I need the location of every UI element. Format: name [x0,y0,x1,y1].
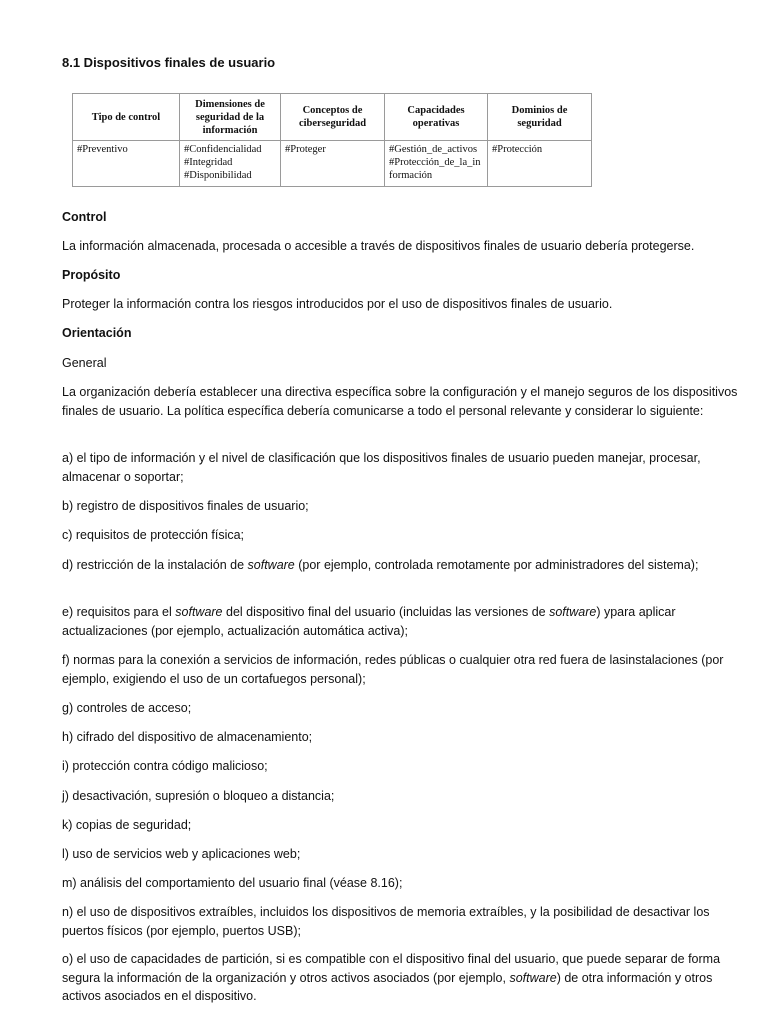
list-item-d [62,556,750,575]
item-text: del dispositivo final del usuario (incluidas las versiones de [222,605,550,619]
table-header: Dominios de seguridad [488,94,592,141]
tag: #Gestión_de_activos [389,144,478,155]
italic-term: software [549,605,597,619]
table-cell [180,141,281,187]
table-header-row [73,94,592,141]
tag: #Preventivo [77,144,128,155]
list-item-c: c) requisitos de protección física; [62,528,245,542]
table-header: Dimensiones de seguridad de la información [180,94,281,141]
general-label: General [62,356,107,370]
item-text: o) el uso de capacidades de partición, si es compatible con el dispositivo final del usuario, que puede separar de forma segura la información de la organización y otros activos asociados (por ejemplo, [62,952,721,985]
purpose-heading: Propósito [62,268,121,282]
table-cell [73,141,180,187]
italic-term: software [509,970,557,985]
intro-text: La organización debería establecer una directiva específica sobre la configuración y el manejo seguros de los dispositivos finales de usuario. La política específica debería comunicarse a todo el personal relevante y considerar lo siguiente: [62,385,738,418]
guidance-heading: Orientación [62,326,132,340]
table-header: Conceptos de ciberseguridad [281,94,385,141]
tag: formación [389,170,433,181]
table-cell [281,141,385,187]
list-item-k: k) copias de seguridad; [62,818,192,832]
tag: #Confidencialidad [184,144,262,155]
list-item-n: n) el uso de dispositivos extraíbles, incluidos los dispositivos de memoria extraíbles, y la posibilidad de desactivar los puertos físicos (por ejemplo, puertos USB); [62,905,710,938]
purpose-text: Proteger la información contra los riesgos introducidos por el uso de dispositivos finales de usuario. [62,297,613,311]
list-item-e [62,603,750,640]
table-row [73,141,592,187]
list-item-m: m) análisis del comportamiento del usuario final (véase 8.16); [62,876,403,890]
item-text: ) de otra información y otros activos asociados en el dispositivo. [62,970,713,1003]
list-item-g: g) controles de acceso; [62,701,192,715]
italic-term: software [175,605,223,619]
table-cell [385,141,488,187]
list-item-b: b) registro de dispositivos finales de usuario; [62,499,309,513]
control-attributes-table [72,93,592,187]
list-item-i: i) protección contra código malicioso; [62,759,268,773]
table-cell [488,141,592,187]
list-item-h: h) cifrado del dispositivo de almacenamiento; [62,730,313,744]
control-heading: Control [62,210,107,224]
item-text: ) ypara aplicar actualizaciones (por ejemplo, actualización automática activa); [62,605,676,638]
list-item-o [62,950,750,1006]
list-item-l: l) uso de servicios web y aplicaciones web; [62,847,301,861]
list-item-j: j) desactivación, supresión o bloqueo a distancia; [62,789,335,803]
tag: #Protección_de_la_in [389,157,481,168]
table-header: Tipo de control [73,94,180,141]
list-item-f: f) normas para la conexión a servicios de información, redes públicas o cualquier otra red fuera de lasinstalaciones (por ejemplo, exigiendo el uso de un cortafuegos personal); [62,653,724,686]
tag: #Proteger [285,144,326,155]
tag: #Protección [492,144,543,155]
list-item-a: a) el tipo de información y el nivel de clasificación que los dispositivos finales de usuario pueden manejar, procesar, almacenar o soportar; [62,451,701,484]
item-text: e) requisitos para el [62,605,176,619]
table-header: Capacidades operativas [385,94,488,141]
tag: #Disponibilidad [184,170,252,181]
tag: #Integridad [184,157,233,168]
item-text: d) restricción de la instalación de [62,558,248,572]
italic-term: software [247,558,295,572]
section-title: 8.1 Dispositivos finales de usuario [62,55,276,70]
control-text: La información almacenada, procesada o accesible a través de dispositivos finales de usuario debería protegerse. [62,239,695,253]
item-text: (por ejemplo, controlada remotamente por administradores del sistema); [294,558,699,572]
